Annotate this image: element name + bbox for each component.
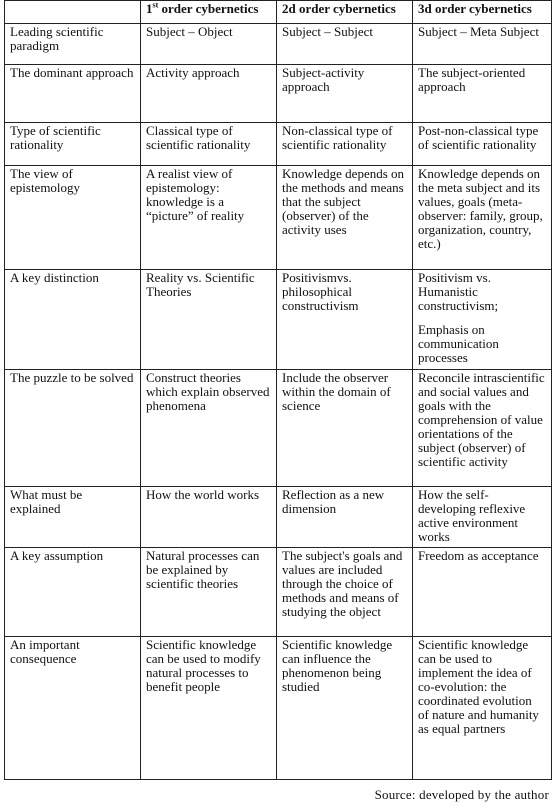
cell-first-order: Subject – Object bbox=[141, 24, 277, 65]
cell-third-order: Reconcile intrascientific and social values and goals with the comprehension of value orientations of the subject (observer) of scientific activity bbox=[413, 370, 552, 487]
row-label: The dominant approach bbox=[5, 65, 141, 123]
table-row bbox=[5, 370, 552, 487]
table-row bbox=[5, 65, 552, 123]
cell-second-order: Non-classical type of scientific rationality bbox=[277, 123, 413, 166]
row-label: A key assumption bbox=[5, 548, 141, 637]
cell-second-order: Subject – Subject bbox=[277, 24, 413, 65]
table-row bbox=[5, 637, 552, 780]
cell-first-order: A realist view of epistemology: knowledge is a “picture” of reality bbox=[141, 166, 277, 270]
table-row bbox=[5, 166, 552, 270]
row-label: The view of epistemology bbox=[5, 166, 141, 270]
table-row bbox=[5, 24, 552, 65]
header-empty bbox=[5, 1, 141, 24]
row-label: An important consequence bbox=[5, 637, 141, 780]
cell-third-order: How the self-developing reflexive active environment works bbox=[413, 487, 552, 548]
cell-second-order: Knowledge depends on the methods and means that the subject (observer) of the activity uses bbox=[277, 166, 413, 270]
header-second-order: 2d order cybernetics bbox=[277, 1, 413, 24]
cell-first-order: Activity approach bbox=[141, 65, 277, 123]
table-row bbox=[5, 548, 552, 637]
cell-second-order: Scientific knowledge can influence the phenomenon being studied bbox=[277, 637, 413, 780]
cell-second-order: Positivismvs. philosophical constructivism bbox=[277, 270, 413, 370]
cell-third-order: Freedom as acceptance bbox=[413, 548, 552, 637]
cell-second-order: The subject's goals and values are included through the choice of methods and means of studying the object bbox=[277, 548, 413, 637]
cell-second-order: Subject-activity approach bbox=[277, 65, 413, 123]
cell-first-order: Scientific knowledge can be used to modify natural processes to benefit people bbox=[141, 637, 277, 780]
row-label: Leading scientific paradigm bbox=[5, 24, 141, 65]
cell-third-order bbox=[413, 270, 552, 370]
source-note: Source: developed by the author bbox=[374, 787, 549, 802]
table-row bbox=[5, 123, 552, 166]
row-label: Type of scientific rationality bbox=[5, 123, 141, 166]
cell-text: Positivism vs. Humanistic constructivism; bbox=[418, 270, 499, 313]
row-label: What must be explained bbox=[5, 487, 141, 548]
cell-first-order: How the world works bbox=[141, 487, 277, 548]
cell-first-order: Classical type of scientific rationality bbox=[141, 123, 277, 166]
cell-third-order: Knowledge depends on the meta subject and its values, goals (meta-observer: family, group, organization, country, etc.) bbox=[413, 166, 552, 270]
cell-second-order: Reflection as a new dimension bbox=[277, 487, 413, 548]
table-row bbox=[5, 270, 552, 370]
row-label: A key distinction bbox=[5, 270, 141, 370]
comparison-table bbox=[4, 0, 552, 780]
table-row bbox=[5, 487, 552, 548]
row-label: The puzzle to be solved bbox=[5, 370, 141, 487]
cell-first-order: Natural processes can be explained by scientific theories bbox=[141, 548, 277, 637]
cell-text: Emphasis on communication processes bbox=[418, 322, 499, 365]
cell-third-order: Post-non-classical type of scientific rationality bbox=[413, 123, 552, 166]
header-first-order: 1st order cybernetics bbox=[141, 1, 277, 24]
cell-first-order: Construct theories which explain observed phenomena bbox=[141, 370, 277, 487]
cell-third-order: Scientific knowledge can be used to implement the idea of co-evolution: the coordinated evolution of nature and humanity as equal partners bbox=[413, 637, 552, 780]
cell-second-order: Include the observer within the domain of science bbox=[277, 370, 413, 487]
header-row bbox=[5, 1, 552, 24]
header-third-order: 3d order cybernetics bbox=[413, 1, 552, 24]
cell-third-order: Subject – Meta Subject bbox=[413, 24, 552, 65]
cell-third-order: The subject-oriented approach bbox=[413, 65, 552, 123]
cell-first-order: Reality vs. Scientific Theories bbox=[141, 270, 277, 370]
